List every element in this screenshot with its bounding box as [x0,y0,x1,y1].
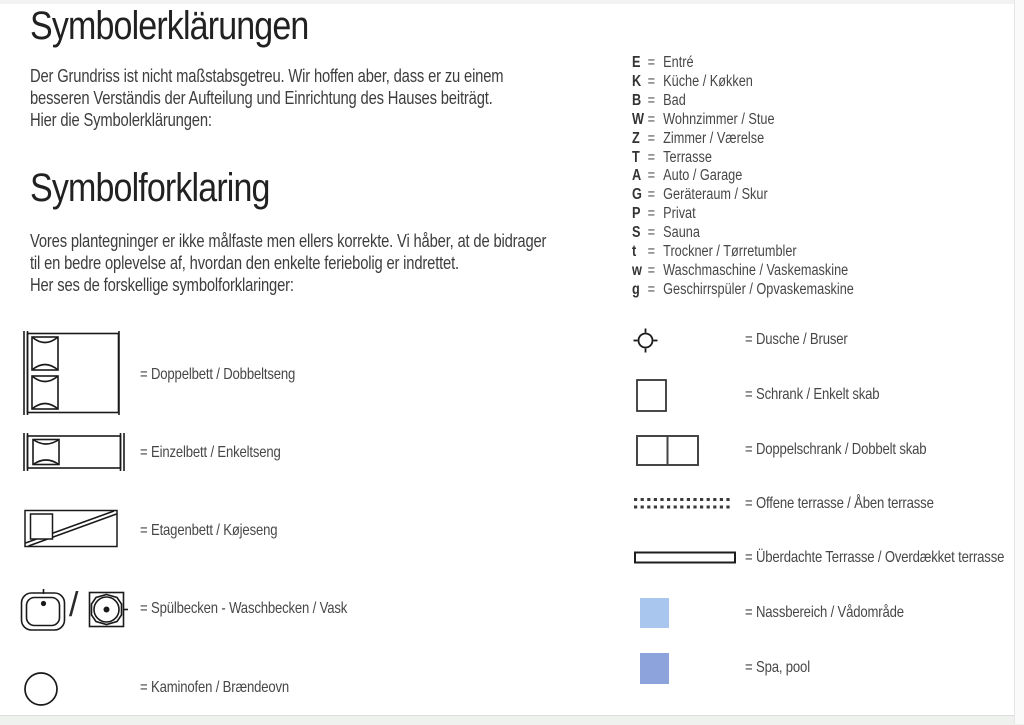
room-code-row [632,186,854,205]
room-code-row [632,54,854,73]
single-bed-icon [22,433,126,471]
equals-sign: = [647,148,656,166]
intro-text-danish-line3: Her ses de forskellige symbolforklaringer: [30,275,294,295]
page-title-danish: Symbolforklaring [30,166,270,210]
room-code-legend [632,54,854,300]
room-code-label: Bad [663,91,686,109]
room-code-label: Geräteraum / Skur [663,186,768,204]
spa-pool-swatch [640,653,669,684]
room-code-row [632,73,854,92]
sink-icon [20,589,66,632]
room-code-letter: P [632,205,641,223]
room-code-row [632,224,854,243]
room-code-label: Geschirrspüler / Opvaskemaskine [663,280,854,298]
room-code-letter: A [632,167,642,185]
single-cabinet-icon [636,379,667,412]
room-code-row [632,92,854,111]
double-bed-icon [22,331,122,415]
room-code-letter: G [632,186,642,204]
room-code-letter: B [632,91,642,109]
bunk-bed-icon [24,509,118,548]
room-code-letter: S [632,224,641,242]
wet-area-swatch [640,598,669,628]
equals-sign: = [647,205,656,223]
room-code-row [632,243,854,262]
shower-label: = Dusche / Bruser [745,331,848,348]
room-code-row [632,281,854,300]
room-code-letter: K [632,72,642,90]
room-code-letter: w [632,261,642,279]
single-bed-label: = Einzelbett / Enkeltseng [140,444,281,461]
intro-text-german-line1: Der Grundriss ist nicht maßstabsgetreu. Wir hoffen aber, dass er zu einem [30,66,504,86]
equals-sign: = [647,167,656,185]
equals-sign: = [647,280,656,298]
room-code-letter: t [632,243,637,261]
room-code-letter: E [632,54,641,71]
room-code-row [632,111,854,130]
intro-text-danish-line2: til en bedre oplevelse af, hvordan den enkelte feriebolig er indrettet. [30,253,459,273]
spa-pool-label: = Spa, pool [745,659,810,676]
room-code-label: Terrasse [663,148,712,166]
equals-sign: = [647,110,656,128]
wood-stove-icon [23,671,59,707]
room-code-row [632,149,854,168]
intro-text-danish-line1: Vores plantegninger er ikke målfaste men ellers korrekte. Vi håber, at de bidrager [30,231,547,251]
room-code-row [632,167,854,186]
room-code-label: Wohnzimmer / Stue [663,110,775,128]
equals-sign: = [647,224,656,242]
slash-separator: / [69,586,79,624]
room-code-label: Auto / Garage [663,167,743,185]
page-title-german: Symbolerklärungen [30,4,309,48]
room-code-letter: T [632,148,640,166]
room-code-label: Trockner / Tørretumbler [663,243,797,261]
wood-stove-label: = Kaminofen / Brændeovn [140,679,290,696]
room-code-letter: Z [632,129,640,147]
shower-icon [632,327,659,354]
room-code-label: Sauna [663,224,700,242]
equals-sign: = [647,129,656,147]
intro-text-danish [30,230,546,296]
intro-text-german-line2: besseren Verständis der Aufteilung und Einrichtung des Hauses beiträgt. [30,88,493,108]
room-code-letter: g [632,280,640,298]
washbasin-icon [88,591,129,628]
bunk-bed-label: = Etagenbett / Køjeseng [140,522,278,539]
room-code-row [632,205,854,224]
equals-sign: = [647,91,656,109]
room-code-label: Küche / Køkken [663,72,753,90]
equals-sign: = [647,54,656,71]
equals-sign: = [647,72,656,90]
intro-text-german [30,65,503,131]
double-cabinet-icon [636,435,699,466]
room-code-row [632,130,854,149]
double-cabinet-label: = Doppelschrank / Dobbelt skab [745,441,927,458]
intro-text-german-line3: Hier die Symbolerklärungen: [30,110,212,130]
equals-sign: = [647,243,656,261]
single-cabinet-label: = Schrank / Enkelt skab [745,386,880,403]
covered-terrace-icon [634,551,736,564]
wet-area-label: = Nassbereich / Vådområde [745,604,904,621]
covered-terrace-label: = Überdachte Terrasse / Overdækket terrasse [745,549,1005,566]
room-code-label: Privat [663,205,696,223]
scan-edge-right [1014,0,1024,724]
room-code-letter: W [632,110,645,128]
open-terrace-label: = Offene terrasse / Åben terrasse [745,495,934,512]
equals-sign: = [647,261,656,279]
double-bed-label: = Doppelbett / Dobbeltseng [140,366,296,383]
room-code-label: Entré [663,54,694,71]
room-code-label: Zimmer / Værelse [663,129,765,147]
room-code-label: Waschmaschine / Vaskemaskine [663,261,849,279]
open-terrace-icon [633,496,734,511]
sink-washbasin-label: = Spülbecken - Waschbecken / Vask [140,600,348,617]
equals-sign: = [647,186,656,204]
room-code-row [632,262,854,281]
